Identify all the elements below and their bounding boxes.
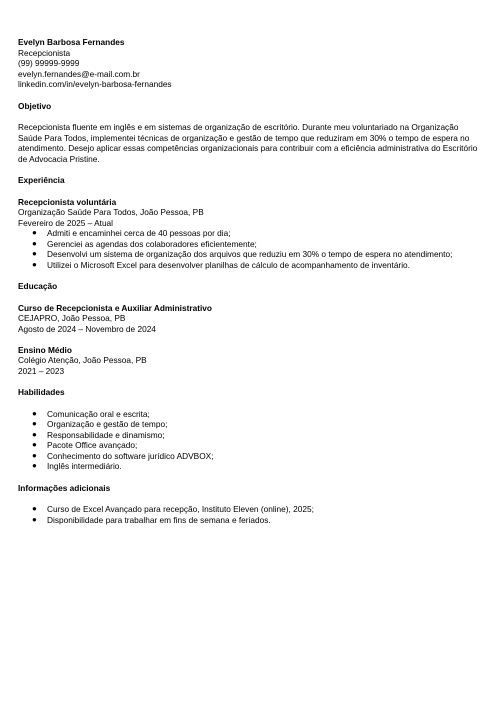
list-item (18, 504, 484, 515)
candidate-phone: (99) 99999-9999 (18, 58, 80, 68)
header-section (18, 37, 484, 90)
job-title: Recepcionista voluntária (18, 196, 117, 207)
job-period: Fevereiro de 2025 – Atual (18, 217, 114, 228)
skills-section (18, 387, 484, 472)
candidate-role: Recepcionista (18, 47, 71, 58)
bullet-icon: ● (32, 504, 37, 513)
list-item-text: Desenvolvi um sistema de organização dos arquivos que reduziu em 30% o tempo de espera no atendimento; (47, 249, 453, 259)
bullet-icon: ● (32, 461, 37, 470)
list-item-text: Utilizei o Microsoft Excel para desenvolver planilhas de cálculo de acompanhamento de inventário. (47, 259, 410, 270)
bullet-icon: ● (32, 259, 37, 269)
list-item (18, 239, 484, 250)
list-item (18, 409, 484, 420)
bullet-icon: ● (32, 228, 37, 237)
list-item-text: Inglês intermediário. (47, 461, 122, 471)
bullet-icon: ● (32, 450, 37, 460)
education-course: Curso de Recepcionista e Auxiliar Administrativo (18, 302, 212, 313)
list-item-text: Admiti e encaminhei cerca de 40 pessoas por dia; (47, 228, 231, 238)
list-item-text: Curso de Excel Avançado para recepção, Instituto Eleven (online), 2025; (47, 504, 314, 514)
objective-section (18, 101, 484, 165)
list-item (18, 430, 484, 441)
education-heading: Educação (18, 281, 58, 291)
list-item-text: Pacote Office avançado; (47, 440, 138, 450)
bullet-icon: ● (32, 419, 37, 428)
job-organization: Organização Saúde Para Todos, João Pessoa, PB (18, 207, 204, 217)
education-institution: CEJAPRO, João Pessoa, PB (18, 313, 126, 323)
list-item (18, 228, 484, 239)
skills-list (18, 409, 484, 472)
experience-heading: Experiência (18, 175, 65, 185)
additional-list (18, 504, 484, 525)
list-item-text: Gerenciei as agendas dos colaboradores eficientemente; (47, 238, 257, 249)
additional-heading: Informações adicionais (18, 482, 111, 493)
list-item-text: Disponibilidade para trabalhar em fins de semana e feriados. (47, 514, 271, 525)
list-item-text: Conhecimento do software jurídico ADVBOX; (47, 450, 214, 461)
list-item (18, 260, 484, 271)
resume-page (18, 37, 484, 525)
bullet-icon: ● (32, 238, 37, 248)
skills-heading: Habilidades (18, 387, 65, 397)
list-item (18, 461, 484, 472)
bullet-icon: ● (32, 408, 37, 418)
education-period: 2021 – 2023 (18, 365, 65, 376)
list-item-text: Responsabilidade e dinamismo; (47, 429, 165, 440)
candidate-linkedin: linkedin.com/in/evelyn-barbosa-fernandes (18, 79, 172, 89)
education-section (18, 281, 484, 376)
list-item (18, 451, 484, 462)
education-course: Ensino Médio (18, 344, 72, 355)
list-item (18, 515, 484, 526)
list-item-text: Comunicação oral e escrita; (47, 408, 150, 419)
additional-section (18, 483, 484, 526)
candidate-email: evelyn.fernandes@e-mail.com.br (18, 68, 140, 79)
list-item (18, 249, 484, 260)
candidate-name: Evelyn Barbosa Fernandes (18, 37, 125, 47)
objective-text: Recepcionista fluente em inglês e em sistemas de organização de escritório. Durante meu voluntariado na Organização Saúde Para Todos, implementei técnicas de organização e gestão de tempo que reduziram em 30% o tempo de espera no atendimento. Desejo aplicar essas competências organizacionais para contribuir com a eficiência administrativa do Escritório de Advocacia Pristine. (18, 122, 478, 164)
experience-section (18, 175, 484, 270)
job-bullet-list (18, 228, 484, 270)
list-item (18, 440, 484, 451)
education-institution: Colégio Atenção, João Pessoa, PB (18, 355, 147, 365)
education-period: Agosto de 2024 – Novembro de 2024 (18, 323, 156, 334)
bullet-icon: ● (32, 440, 37, 449)
list-item (18, 419, 484, 430)
spacer (18, 334, 484, 345)
bullet-icon: ● (32, 429, 37, 439)
list-item-text: Organização e gestão de tempo; (47, 419, 168, 429)
objective-heading: Objetivo (18, 100, 52, 111)
bullet-icon: ● (32, 514, 37, 524)
bullet-icon: ● (32, 249, 37, 258)
